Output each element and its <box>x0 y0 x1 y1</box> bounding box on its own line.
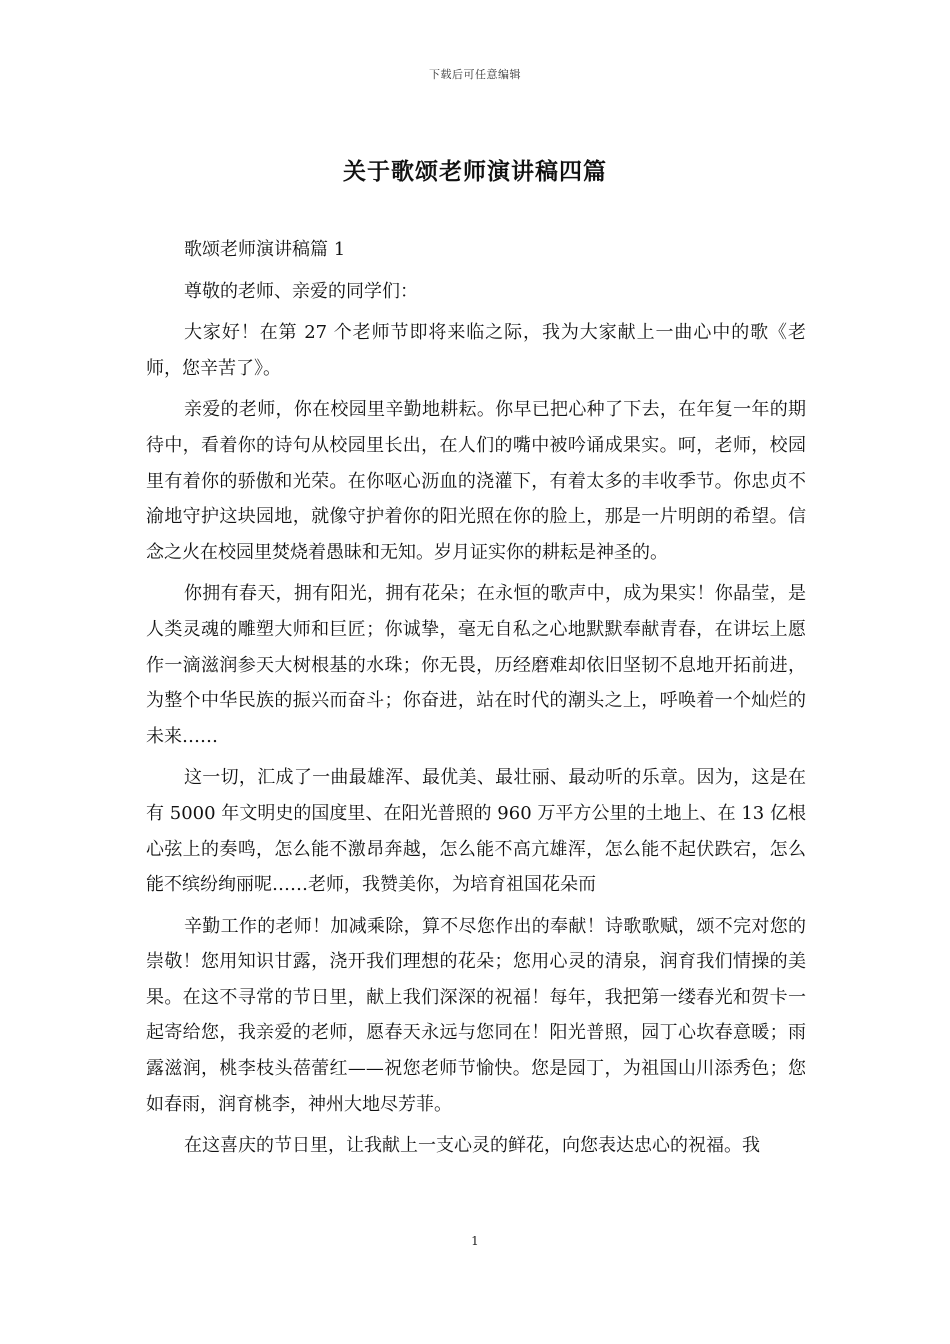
body-paragraph: 亲爱的老师，你在校园里辛勤地耕耘。你早已把心种了下去，在年复一年的期待中，看着你的诗句从校园里长出，在人们的嘴中被吟诵成果实。呵，老师，校园里有着你的骄傲和光荣。在你呕心沥血的浇灌下，有着太多的丰收季节。你忠贞不渝地守护这块园地，就像守护着你的阳光照在你的脸上，那是一片明朗的希望。信念之火在校园里焚烧着愚昧和无知。岁月证实你的耕耘是神圣的。 <box>146 399 806 563</box>
section-heading: 歌颂老师演讲稿篇 1 <box>184 239 346 260</box>
body-paragraph: 大家好！在第 27 个老师节即将来临之际，我为大家献上一曲心中的歌《老师，您辛苦了》。 <box>146 322 806 379</box>
page-number: 1 <box>471 1234 479 1248</box>
body-paragraph: 你拥有春天，拥有阳光，拥有花朵；在永恒的歌声中，成为果实！你晶莹，是人类灵魂的雕塑大师和巨匠；你诚挚，毫无自私之心地默默奉献青春，在讲坛上愿作一滴滋润参天大树根基的水珠；你无畏，历经磨难却依旧坚韧不息地开拓前进，为整个中华民族的振兴而奋斗；你奋进，站在时代的潮头之上，呼唤着一个灿烂的未来…… <box>146 583 806 747</box>
document-title: 关于歌颂老师演讲稿四篇 <box>343 158 607 185</box>
page-header-note: 下载后可任意编辑 <box>429 68 521 81</box>
document-body <box>146 232 806 1170</box>
salutation: 尊敬的老师、亲爱的同学们： <box>184 280 418 302</box>
body-paragraph: 这一切，汇成了一曲最雄浑、最优美、最壮丽、最动听的乐章。因为，这是在有 5000 年文明史的国度里、在阳光普照的 960 万平方公里的土地上、在 13 亿根心弦上的奏鸣，怎么能不激昂奔越，怎么能不高亢雄浑，怎么能不起伏跌宕，怎么能不缤纷绚丽呢……老师，我赞美你，为培育祖国花朵而 <box>146 767 806 896</box>
body-paragraph: 在这喜庆的节日里，让我献上一支心灵的鲜花，向您表达忠心的祝福。我 <box>184 1135 760 1157</box>
body-paragraph: 辛勤工作的老师！加减乘除，算不尽您作出的奉献！诗歌歌赋，颂不完对您的崇敬！您用知识甘露，浇开我们理想的花朵；您用心灵的清泉，润育我们情操的美果。在这不寻常的节日里，献上我们深深的祝福！每年，我把第一缕春光和贺卡一起寄给您，我亲爱的老师，愿春天永远与您同在！阳光普照，园丁心坎春意暖；雨露滋润，桃李枝头蓓蕾红——祝您老师节愉快。您是园丁，为祖国山川添秀色；您如春雨，润育桃李，神州大地尽芳菲。 <box>146 915 806 1115</box>
